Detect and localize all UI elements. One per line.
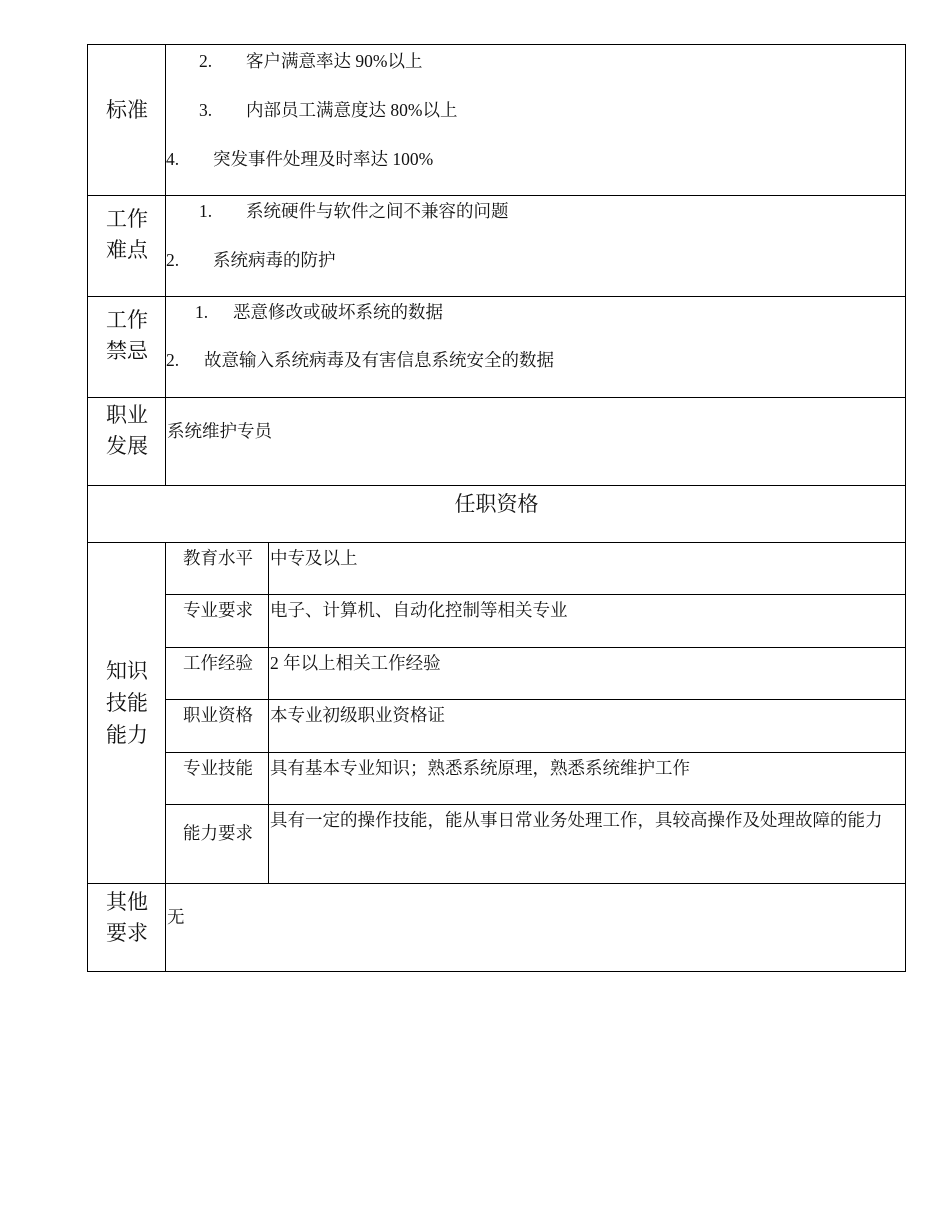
difficulty-label-line1: 工作 xyxy=(106,207,148,231)
certification-value: 本专业初级职业资格证 xyxy=(270,705,445,725)
difficulty-item-text: 系统病毒的防护 xyxy=(213,250,336,270)
job-description-table xyxy=(87,44,906,972)
row-divider xyxy=(88,195,905,196)
ability-label: 能力要求 xyxy=(183,823,253,843)
experience-value: 2 年以上相关工作经验 xyxy=(270,653,441,673)
difficulty-item-number: 1. xyxy=(199,201,213,221)
standard-item-number: 2. xyxy=(199,51,213,71)
ability-value: 具有一定的操作技能，能从事日常业务处理工作，具较高操作及处理故障的能力 xyxy=(270,810,883,830)
standard-item-text: 客户满意率达 90%以上 xyxy=(246,51,423,71)
other-label-line2: 要求 xyxy=(106,921,148,945)
taboo-label-line2: 禁忌 xyxy=(106,339,148,363)
taboo-item-number: 1. xyxy=(195,302,209,322)
difficulty-item-text: 系统硬件与软件之间不兼容的问题 xyxy=(246,201,509,221)
certification-label: 职业资格 xyxy=(183,705,253,725)
row-divider xyxy=(88,296,905,297)
qualification-label-line3: 能力 xyxy=(106,723,148,747)
row-divider xyxy=(166,752,905,753)
difficulty-label-line2: 难点 xyxy=(106,238,148,262)
other-value: 无 xyxy=(167,907,185,927)
taboo-item-text: 故意输入系统病毒及有害信息系统安全的数据 xyxy=(204,350,554,370)
difficulty-item-number: 2. xyxy=(166,250,180,270)
standard-item-text: 内部员工满意度达 80%以上 xyxy=(246,100,458,120)
row-divider xyxy=(166,647,905,648)
qualification-label-line1: 知识 xyxy=(106,659,148,683)
row-divider xyxy=(166,699,905,700)
experience-label: 工作经验 xyxy=(183,653,253,673)
career-label-line1: 职业 xyxy=(106,403,148,427)
taboo-label-line1: 工作 xyxy=(106,308,148,332)
career-value: 系统维护专员 xyxy=(167,421,272,441)
row-divider xyxy=(166,594,905,595)
taboo-item-number: 2. xyxy=(166,350,180,370)
row-divider xyxy=(88,485,905,486)
skills-value: 具有基本专业知识；熟悉系统原理，熟悉系统维护工作 xyxy=(270,758,690,778)
career-label-line2: 发展 xyxy=(106,434,148,458)
major-value: 电子、计算机、自动化控制等相关专业 xyxy=(270,600,568,620)
row-divider xyxy=(88,397,905,398)
standard-item-number: 3. xyxy=(199,100,213,120)
education-label: 教育水平 xyxy=(183,548,253,568)
standard-item-number: 4. xyxy=(166,149,180,169)
row-divider xyxy=(88,883,905,884)
standard-item-text: 突发事件处理及时率达 100% xyxy=(213,149,434,169)
other-label-line1: 其他 xyxy=(106,890,148,914)
qualification-title: 任职资格 xyxy=(454,492,539,516)
row-divider xyxy=(88,542,905,543)
qualification-label-line2: 技能 xyxy=(106,691,148,715)
education-value: 中专及以上 xyxy=(270,548,358,568)
row-divider xyxy=(166,804,905,805)
major-label: 专业要求 xyxy=(183,600,253,620)
taboo-item-text: 恶意修改或破坏系统的数据 xyxy=(233,302,443,322)
skills-label: 专业技能 xyxy=(183,758,253,778)
standard-label: 标准 xyxy=(106,98,148,122)
